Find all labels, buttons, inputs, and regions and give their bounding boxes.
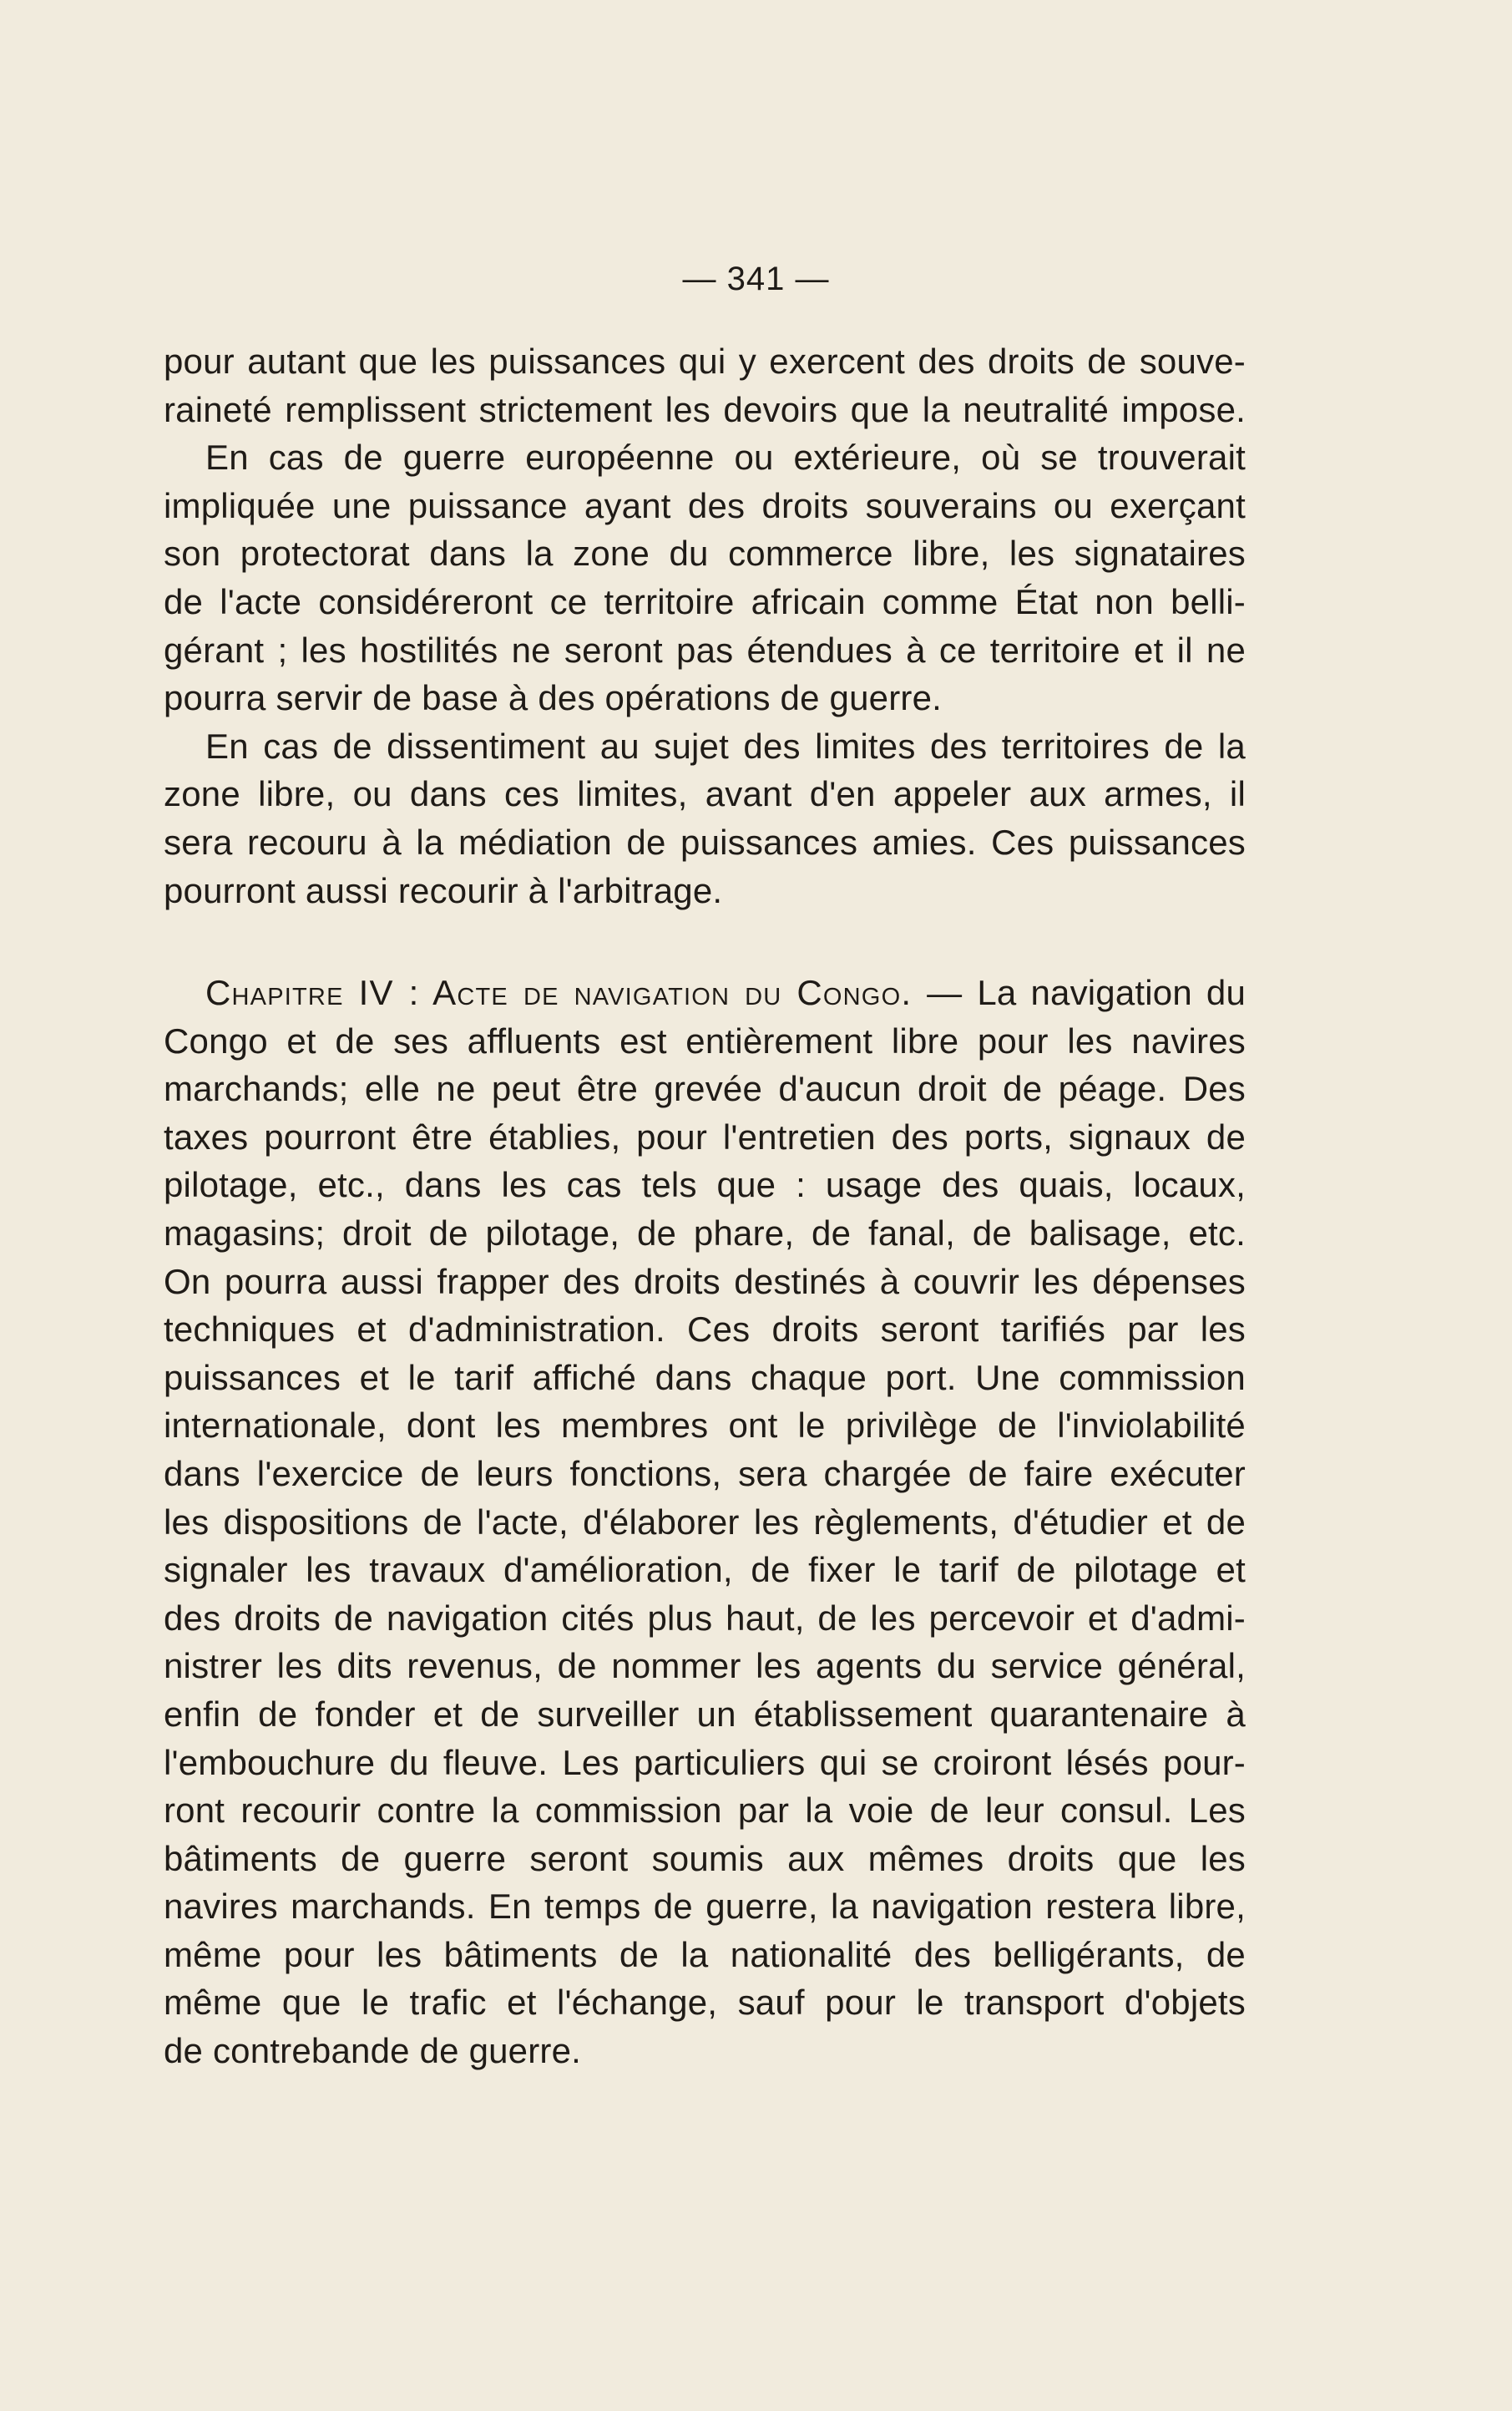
text-line: bâtiments de guerre seront soumis aux mêmes droits que les: [164, 1838, 1246, 1878]
chapter-heading: Chapitre IV : Acte de navigation du Congo. —: [205, 973, 963, 1012]
text-line: de contrebande de guerre.: [164, 2031, 582, 2071]
text-line: taxes pourront être établies, pour l'entretien des ports, signaux de: [164, 1117, 1246, 1157]
text-line: sera recouru à la médiation de puissances amies. Ces puissances: [164, 822, 1246, 862]
text-line: de l'acte considéreront ce territoire africain comme État non belli-: [164, 581, 1246, 621]
text-line: navires marchands. En temps de guerre, la navigation restera libre,: [164, 1887, 1246, 1927]
text-line: marchands; elle ne peut être grevée d'aucun droit de péage. Des: [164, 1069, 1246, 1109]
text-line: impliquée une puissance ayant des droits souverains ou exerçant: [164, 485, 1246, 525]
chapter-section: [164, 969, 1246, 2075]
text-line: Congo et de ses affluents est entièrement libre pour les navires: [164, 1021, 1246, 1061]
text-line: puissances et le tarif affiché dans chaque port. Une commission: [164, 1357, 1246, 1397]
chapter-first-line: [164, 969, 1246, 1017]
chapter-first-line-text: La navigation du: [977, 973, 1246, 1012]
text-line: son protectorat dans la zone du commerce libre, les signataires: [164, 534, 1246, 574]
text-line: l'embouchure du fleuve. Les particuliers qui se croiront lésés pour-: [164, 1742, 1246, 1782]
paragraph-2: [164, 433, 1246, 722]
text-line: gérant ; les hostilités ne seront pas étendues à ce territoire et il ne: [164, 630, 1246, 670]
text-line: nistrer les dits revenus, de nommer les agents du service général,: [164, 1646, 1246, 1686]
text-line: pilotage, etc., dans les cas tels que : usage des quais, locaux,: [164, 1165, 1246, 1205]
text-line: ront recourir contre la commission par la voie de leur consul. Les: [164, 1791, 1246, 1831]
page-number: — 341 —: [682, 261, 830, 297]
paragraph-1: [164, 337, 1246, 433]
text-line: même pour les bâtiments de la nationalité des belligérants, de: [164, 1934, 1246, 1974]
text-line: zone libre, ou dans ces limites, avant d'en appeler aux armes, il: [164, 774, 1246, 814]
text-line: les dispositions de l'acte, d'élaborer les règlements, d'étudier et de: [164, 1502, 1246, 1542]
text-line: des droits de navigation cités plus haut, de les percevoir et d'admi-: [164, 1598, 1246, 1638]
text-line: En cas de guerre européenne ou extérieure, où se trouverait: [205, 438, 1246, 478]
text-line: pourra servir de base à des opérations de guerre.: [164, 678, 943, 718]
text-line: En cas de dissentiment au sujet des limites des territoires de la: [205, 726, 1246, 766]
text-block-upper: [164, 337, 1246, 914]
text-line: même que le trafic et l'échange, sauf pour le transport d'objets: [164, 1983, 1246, 2023]
text-line: pourront aussi recourir à l'arbitrage.: [164, 870, 723, 910]
text-line: internationale, dont les membres ont le privilège de l'inviolabilité: [164, 1406, 1246, 1446]
text-line: dans l'exercice de leurs fonctions, sera chargée de faire exécuter: [164, 1453, 1246, 1493]
text-line: signaler les travaux d'amélioration, de fixer le tarif de pilotage et: [164, 1550, 1246, 1590]
text-line: pour autant que les puissances qui y exercent des droits de souve-: [164, 342, 1246, 381]
text-line: techniques et d'administration. Ces droits seront tarifiés par les: [164, 1309, 1246, 1350]
text-line: magasins; droit de pilotage, de phare, de fanal, de balisage, etc.: [164, 1213, 1246, 1253]
text-line: On pourra aussi frapper des droits destinés à couvrir les dépenses: [164, 1261, 1246, 1301]
paragraph-3: [164, 722, 1246, 914]
text-line: raineté remplissent strictement les devoirs que la neutralité impose.: [164, 389, 1246, 429]
text-line: enfin de fonder et de surveiller un établissement quarantenaire à: [164, 1694, 1246, 1734]
